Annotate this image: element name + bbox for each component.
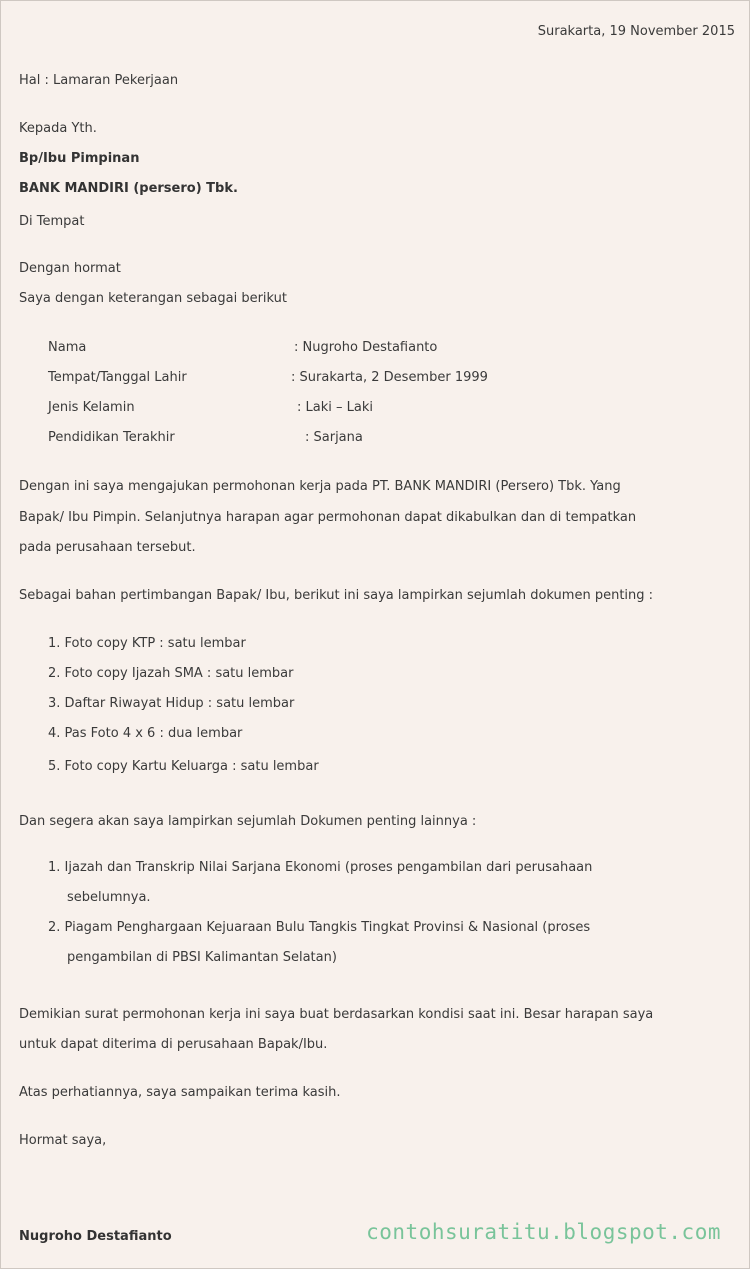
detail-label: Nama	[48, 340, 87, 355]
list-item: 4. Pas Foto 4 x 6 : dua lembar	[48, 726, 243, 741]
thanks-text: Atas perhatiannya, saya sampaikan terima kasih.	[19, 1085, 341, 1100]
intro-text: Saya dengan keterangan sebagai berikut	[19, 291, 288, 306]
body-paragraph-line: Bapak/ Ibu Pimpin. Selanjutnya harapan agar permohonan dapat dikabulkan dan di tempatkan	[19, 510, 637, 525]
recipient-name: Bp/Ibu Pimpinan	[19, 151, 140, 166]
salutation: Dengan hormat	[19, 261, 121, 276]
list-item: 2. Piagam Penghargaan Kejuaraan Bulu Tangkis Tingkat Provinsi & Nasional (proses	[48, 920, 591, 935]
pending-docs-intro: Dan segera akan saya lampirkan sejumlah Dokumen penting lainnya :	[19, 814, 477, 829]
letter-subject: Hal : Lamaran Pekerjaan	[19, 73, 179, 88]
watermark-text: contohsuratitu.blogspot.com	[366, 1220, 721, 1244]
letter-date: Surakarta, 19 November 2015	[537, 24, 735, 39]
attachments-intro: Sebagai bahan pertimbangan Bapak/ Ibu, berikut ini saya lampirkan sejumlah dokumen penting :	[19, 588, 654, 603]
detail-label: Pendidikan Terakhir	[48, 430, 175, 445]
list-item: 1. Ijazah dan Transkrip Nilai Sarjana Ekonomi (proses pengambilan dari perusahaan	[48, 860, 593, 875]
list-item-continuation: sebelumnya.	[67, 890, 151, 905]
recipient-greeting: Kepada Yth.	[19, 121, 97, 136]
detail-value: : Laki – Laki	[297, 400, 373, 415]
body-paragraph-line: Dengan ini saya mengajukan permohonan kerja pada PT. BANK MANDIRI (Persero) Tbk. Yang	[19, 479, 621, 494]
detail-label: Tempat/Tanggal Lahir	[48, 370, 187, 385]
closing-paragraph-line: untuk dapat diterima di perusahaan Bapak/Ibu.	[19, 1037, 328, 1052]
list-item: 3. Daftar Riwayat Hidup : satu lembar	[48, 696, 295, 711]
detail-value: : Sarjana	[305, 430, 363, 445]
body-paragraph-line: pada perusahaan tersebut.	[19, 540, 196, 555]
recipient-place: Di Tempat	[19, 214, 85, 229]
detail-value: : Surakarta, 2 Desember 1999	[291, 370, 488, 385]
list-item-continuation: pengambilan di PBSI Kalimantan Selatan)	[67, 950, 337, 965]
closing-paragraph-line: Demikian surat permohonan kerja ini saya buat berdasarkan kondisi saat ini. Besar harapan saya	[19, 1007, 654, 1022]
regards-text: Hormat saya,	[19, 1133, 107, 1148]
list-item: 1. Foto copy KTP : satu lembar	[48, 636, 246, 651]
list-item: 2. Foto copy Ijazah SMA : satu lembar	[48, 666, 294, 681]
detail-value: : Nugroho Destafianto	[294, 340, 438, 355]
recipient-company: BANK MANDIRI (persero) Tbk.	[19, 181, 238, 196]
detail-label: Jenis Kelamin	[48, 400, 135, 415]
signature-name: Nugroho Destafianto	[19, 1229, 172, 1244]
list-item: 5. Foto copy Kartu Keluarga : satu lembar	[48, 759, 319, 774]
